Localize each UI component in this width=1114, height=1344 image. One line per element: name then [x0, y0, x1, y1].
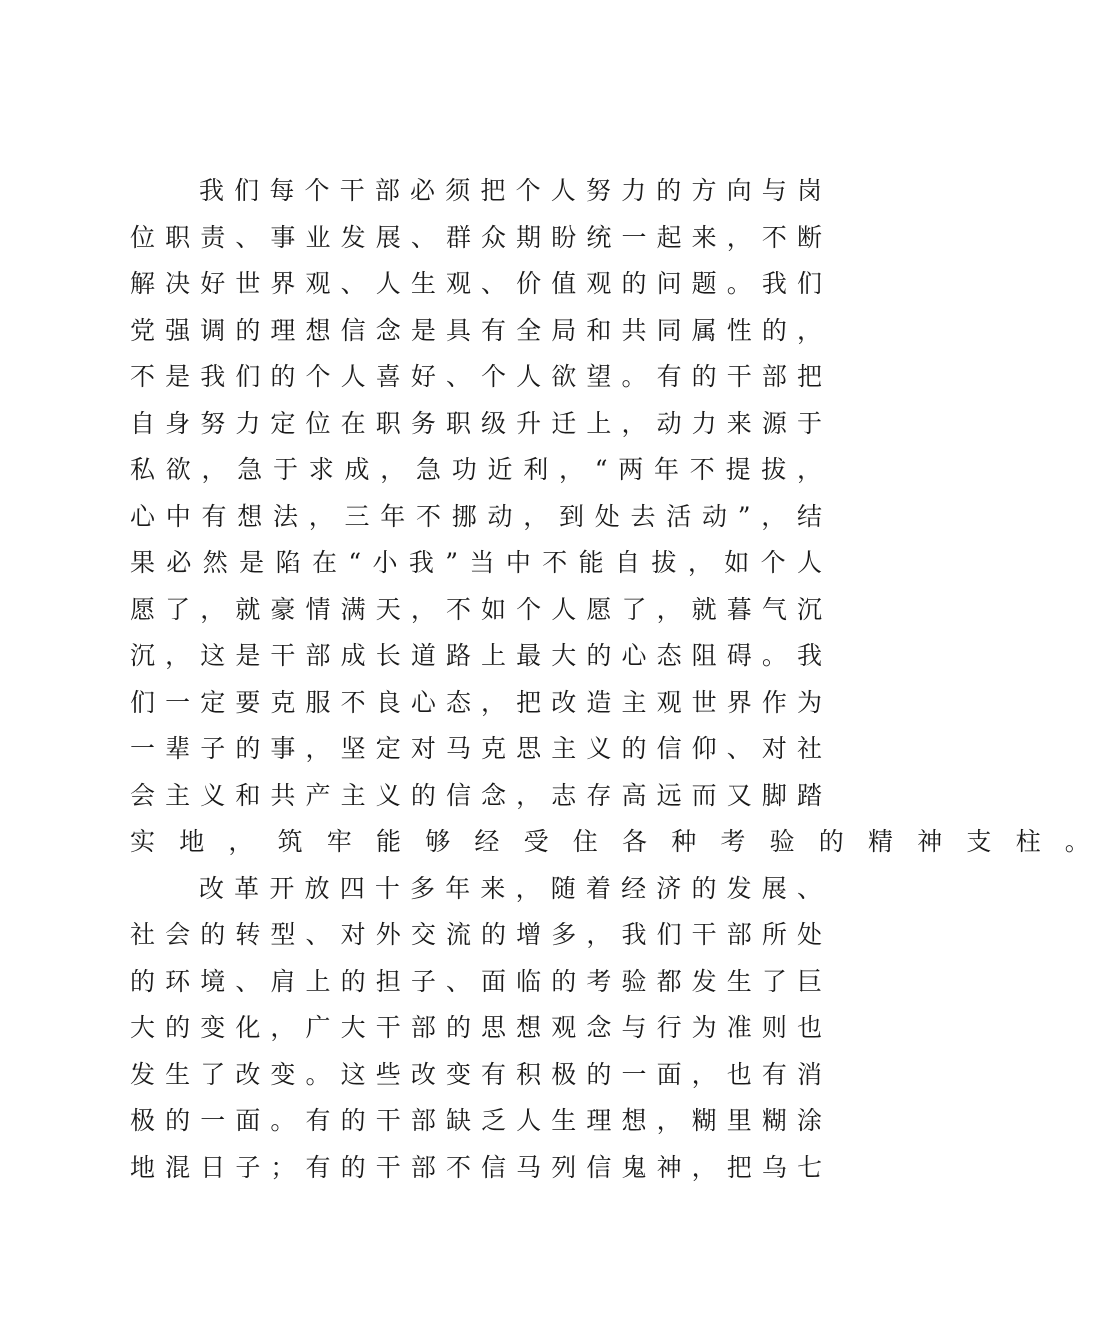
text-line: 的环境、肩上的担子、面临的考验都发生了巨 [130, 966, 822, 996]
text-line: 位职责、事业发展、群众期盼统一起来，不断 [130, 222, 822, 252]
text-line: 们一定要克服不良心态，把改造主观世界作为 [130, 687, 822, 717]
text-line: 地混日子；有的干部不信马列信鬼神，把乌七 [130, 1152, 822, 1182]
text-line: 社会的转型、对外交流的增多，我们干部所处 [130, 920, 822, 949]
text-line: 实地，筑牢能够经受住各种考验的精神支柱。 [130, 827, 1114, 856]
text-line: 沉，这是干部成长道路上最大的心态阻碍。我 [130, 641, 822, 670]
text-line: 极的一面。有的干部缺乏人生理想，糊里糊涂 [130, 1106, 822, 1135]
text-line: 解决好世界观、人生观、价值观的问题。我们 [130, 269, 822, 298]
text-line: 党强调的理想信念是具有全局和共同属性的， [130, 315, 822, 345]
text-line: 心中有想法，三年不挪动，到处去活动”，结 [130, 501, 822, 531]
text-line: 会主义和共产主义的信念，志存高远而又脚踏 [130, 780, 822, 810]
text-line: 大的变化，广大干部的思想观念与行为准则也 [130, 1013, 822, 1042]
text-line: 自身努力定位在职务职级升迁上，动力来源于 [130, 408, 822, 438]
body-text [130, 168, 1114, 1191]
text-line: 果必然是陷在“小我”当中不能自拔，如个人 [130, 548, 822, 577]
text-line: 愿了，就豪情满天，不如个人愿了，就暮气沉 [130, 594, 822, 624]
text-line: 我们每个干部必须把个人努力的方向与岗 [199, 176, 822, 205]
text-line: 发生了改变。这些改变有积极的一面，也有消 [130, 1059, 822, 1089]
text-line: 一辈子的事，坚定对马克思主义的信仰、对社 [130, 734, 822, 763]
text-line: 改革开放四十多年来，随着经济的发展、 [199, 873, 822, 903]
text-line: 不是我们的个人喜好、个人欲望。有的干部把 [130, 362, 822, 391]
text-line: 私欲，急于求成，急功近利，“两年不提拔， [130, 455, 822, 484]
paragraph-1 [130, 168, 1114, 866]
paragraph-2 [130, 866, 822, 1192]
